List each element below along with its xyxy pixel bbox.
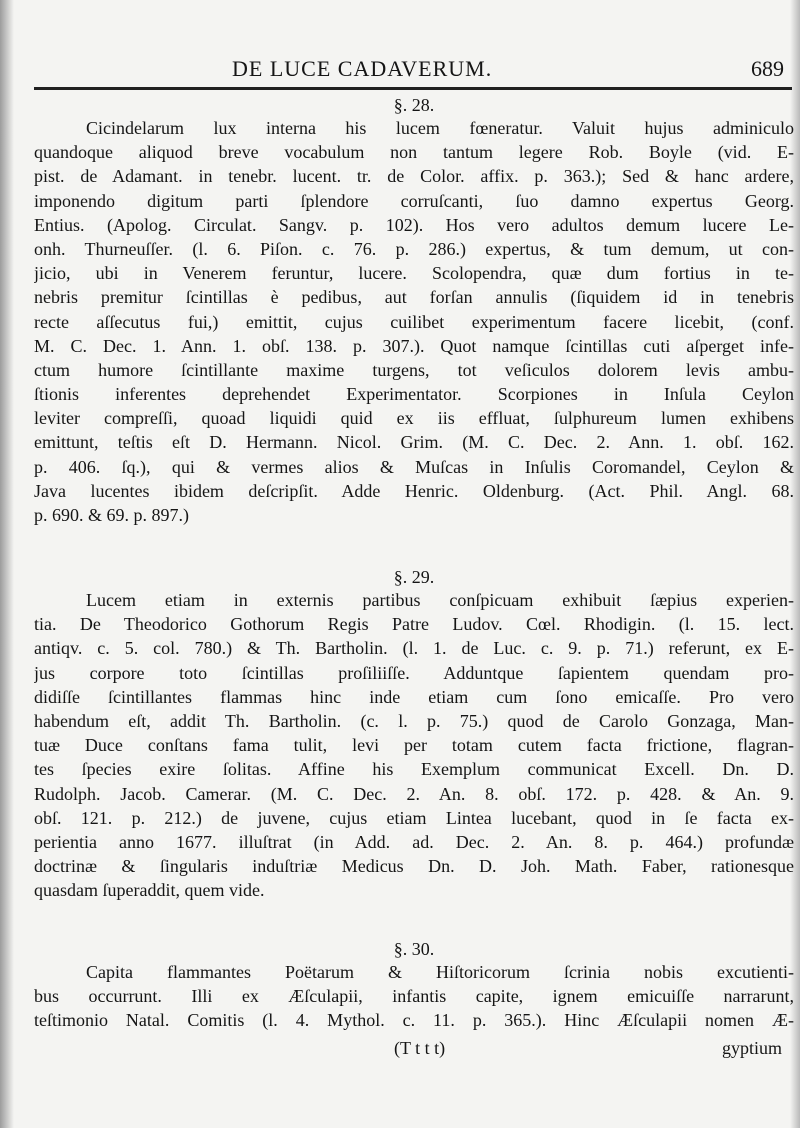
text-line: p. 690. & 69. p. 897.) [34, 505, 189, 525]
text-line: jus corpore toto ſcintillas proſiliiſſe. Adduntque ſapientem quendam pro- [34, 662, 794, 683]
signature-mark: (T t t t) [394, 1038, 446, 1058]
text-line: jicio, ubi in Venerem feruntur, lucere. Scolopendra, quæ dum fortius in te- [34, 263, 794, 284]
text-line: recte aſſecutus fui,) emittit, cujus cuilibet experimentum facere licebit, (conf. [34, 311, 794, 332]
text-line: p. 406. ſq.), qui & vermes alios & Muſcas in Inſulis Coromandel, Ceylon & [34, 456, 794, 477]
text-line: M. C. Dec. 1. Ann. 1. obſ. 138. p. 307.). Quot namque ſcintillas cuti aſperget infe- [34, 335, 794, 356]
text-line: doctrinæ & ſingularis induſtriæ Medicus Dn. D. Joh. Math. Faber, rationesque [34, 856, 794, 877]
text-line: Entius. (Apolog. Circulat. Sangv. p. 102). Hos vero adultos demum lucere Le- [34, 214, 794, 235]
text-line: ſtionis inferentes deprehendet Experimentator. Scorpiones in Inſula Ceylon [34, 384, 794, 405]
header-rule [34, 87, 792, 90]
text-line: teſtimonio Natal. Comitis (l. 4. Mythol. c. 11. p. 365.). Hinc Æſculapii nomen Æ- [34, 1010, 794, 1031]
running-title: DE LUCE CADAVERUM. [232, 56, 493, 81]
text-line: obſ. 121. p. 212.) de juvene, cujus etiam Lintea lucebant, quod in ſe facta ex- [34, 807, 794, 828]
section-29 [34, 566, 794, 902]
text-line: ctum humore ſcintillante maxime turgens, tot veſiculos dolorem levis ambu- [34, 359, 794, 380]
section-heading: §. 28. [393, 95, 435, 115]
text-line: antiqv. c. 5. col. 780.) & Th. Bartholin. (l. 1. de Luc. c. 9. p. 71.) referunt, ex E- [34, 638, 794, 659]
page-footer [34, 1038, 794, 1064]
text-line: pist. de Adamant. in tenebr. lucent. tr. de Color. affix. p. 363.); Sed & hanc ardere, [34, 166, 794, 187]
text-line: emittunt, teſtis eſt D. Hermann. Nicol. Grim. (M. C. Dec. 2. Ann. 1. obſ. 162. [34, 432, 794, 453]
text-line: Lucem etiam in externis partibus conſpicuam exhibuit ſæpius experien- [86, 590, 794, 610]
text-line: Java lucentes ibidem deſcripſit. Adde Henric. Oldenburg. (Act. Phil. Angl. 68. [34, 480, 794, 501]
section-heading: §. 30. [393, 939, 435, 959]
page-edge-left [0, 0, 14, 1128]
text-line: tuæ Duce conſtans fama tulit, levi per totam cutem facta frictione, flagran- [34, 735, 794, 756]
text-line: perientia anno 1677. illuſtrat (in Add. ad. Dec. 2. An. 8. p. 464.) profundæ [34, 831, 794, 852]
text-line: imponendo digitum parti ſplendore corruſcanti, ſuo damno expertus Georg. [34, 190, 794, 211]
text-line: Rudolph. Jacob. Camerar. (M. C. Dec. 2. An. 8. obſ. 172. p. 428. & An. 9. [34, 783, 794, 804]
section-heading: §. 29. [393, 567, 435, 587]
text-line: onh. Thurneuſſer. (l. 6. Piſon. c. 76. p. 286.) expertus, & tum demum, ut con- [34, 238, 794, 259]
page-header [34, 54, 792, 88]
text-line: Cicindelarum lux interna his lucem fœneratur. Valuit hujus adminiculo [86, 118, 794, 138]
text-line: quasdam ſuperaddit, quem vide. [34, 880, 265, 901]
text-line: nebris premitur ſcintillas è pedibus, aut forſan annulis (ſiquidem id in tenebris [34, 287, 794, 308]
text-line: tia. De Theodorico Gothorum Regis Patre Ludov. Cœl. Rhodigin. (l. 15. lect. [34, 614, 794, 635]
section-30 [34, 938, 794, 1033]
page-number: 689 [751, 56, 784, 81]
text-line: habendum eſt, addit Th. Bartholin. (c. l. p. 75.) quod de Carolo Gonzaga, Man- [34, 710, 794, 731]
text-line: tes ſpecies exire ſolitas. Affine his Exemplum communicat Excell. Dn. D. [34, 759, 794, 780]
text-line: bus occurrunt. Illi ex Æſculapii, infantis capite, ignem emicuiſſe narrarunt, [34, 986, 794, 1007]
text-line: leviter compreſſi, quoad liquidi quid ex iis effluat, ſulphureum lumen exhibens [34, 408, 794, 429]
section-28 [34, 94, 794, 527]
text-line: Capita flammantes Poëtarum & Hiſtoricorum ſcrinia nobis excutienti- [86, 962, 794, 982]
text-line: quandoque aliquod breve vocabulum non tantum legere Rob. Boyle (vid. E- [34, 142, 794, 163]
text-line: didiſſe ſcintillantes flammas hinc inde etiam cum ſono emicaſſe. Pro vero [34, 686, 794, 707]
catchword: gyptium [721, 1038, 782, 1058]
